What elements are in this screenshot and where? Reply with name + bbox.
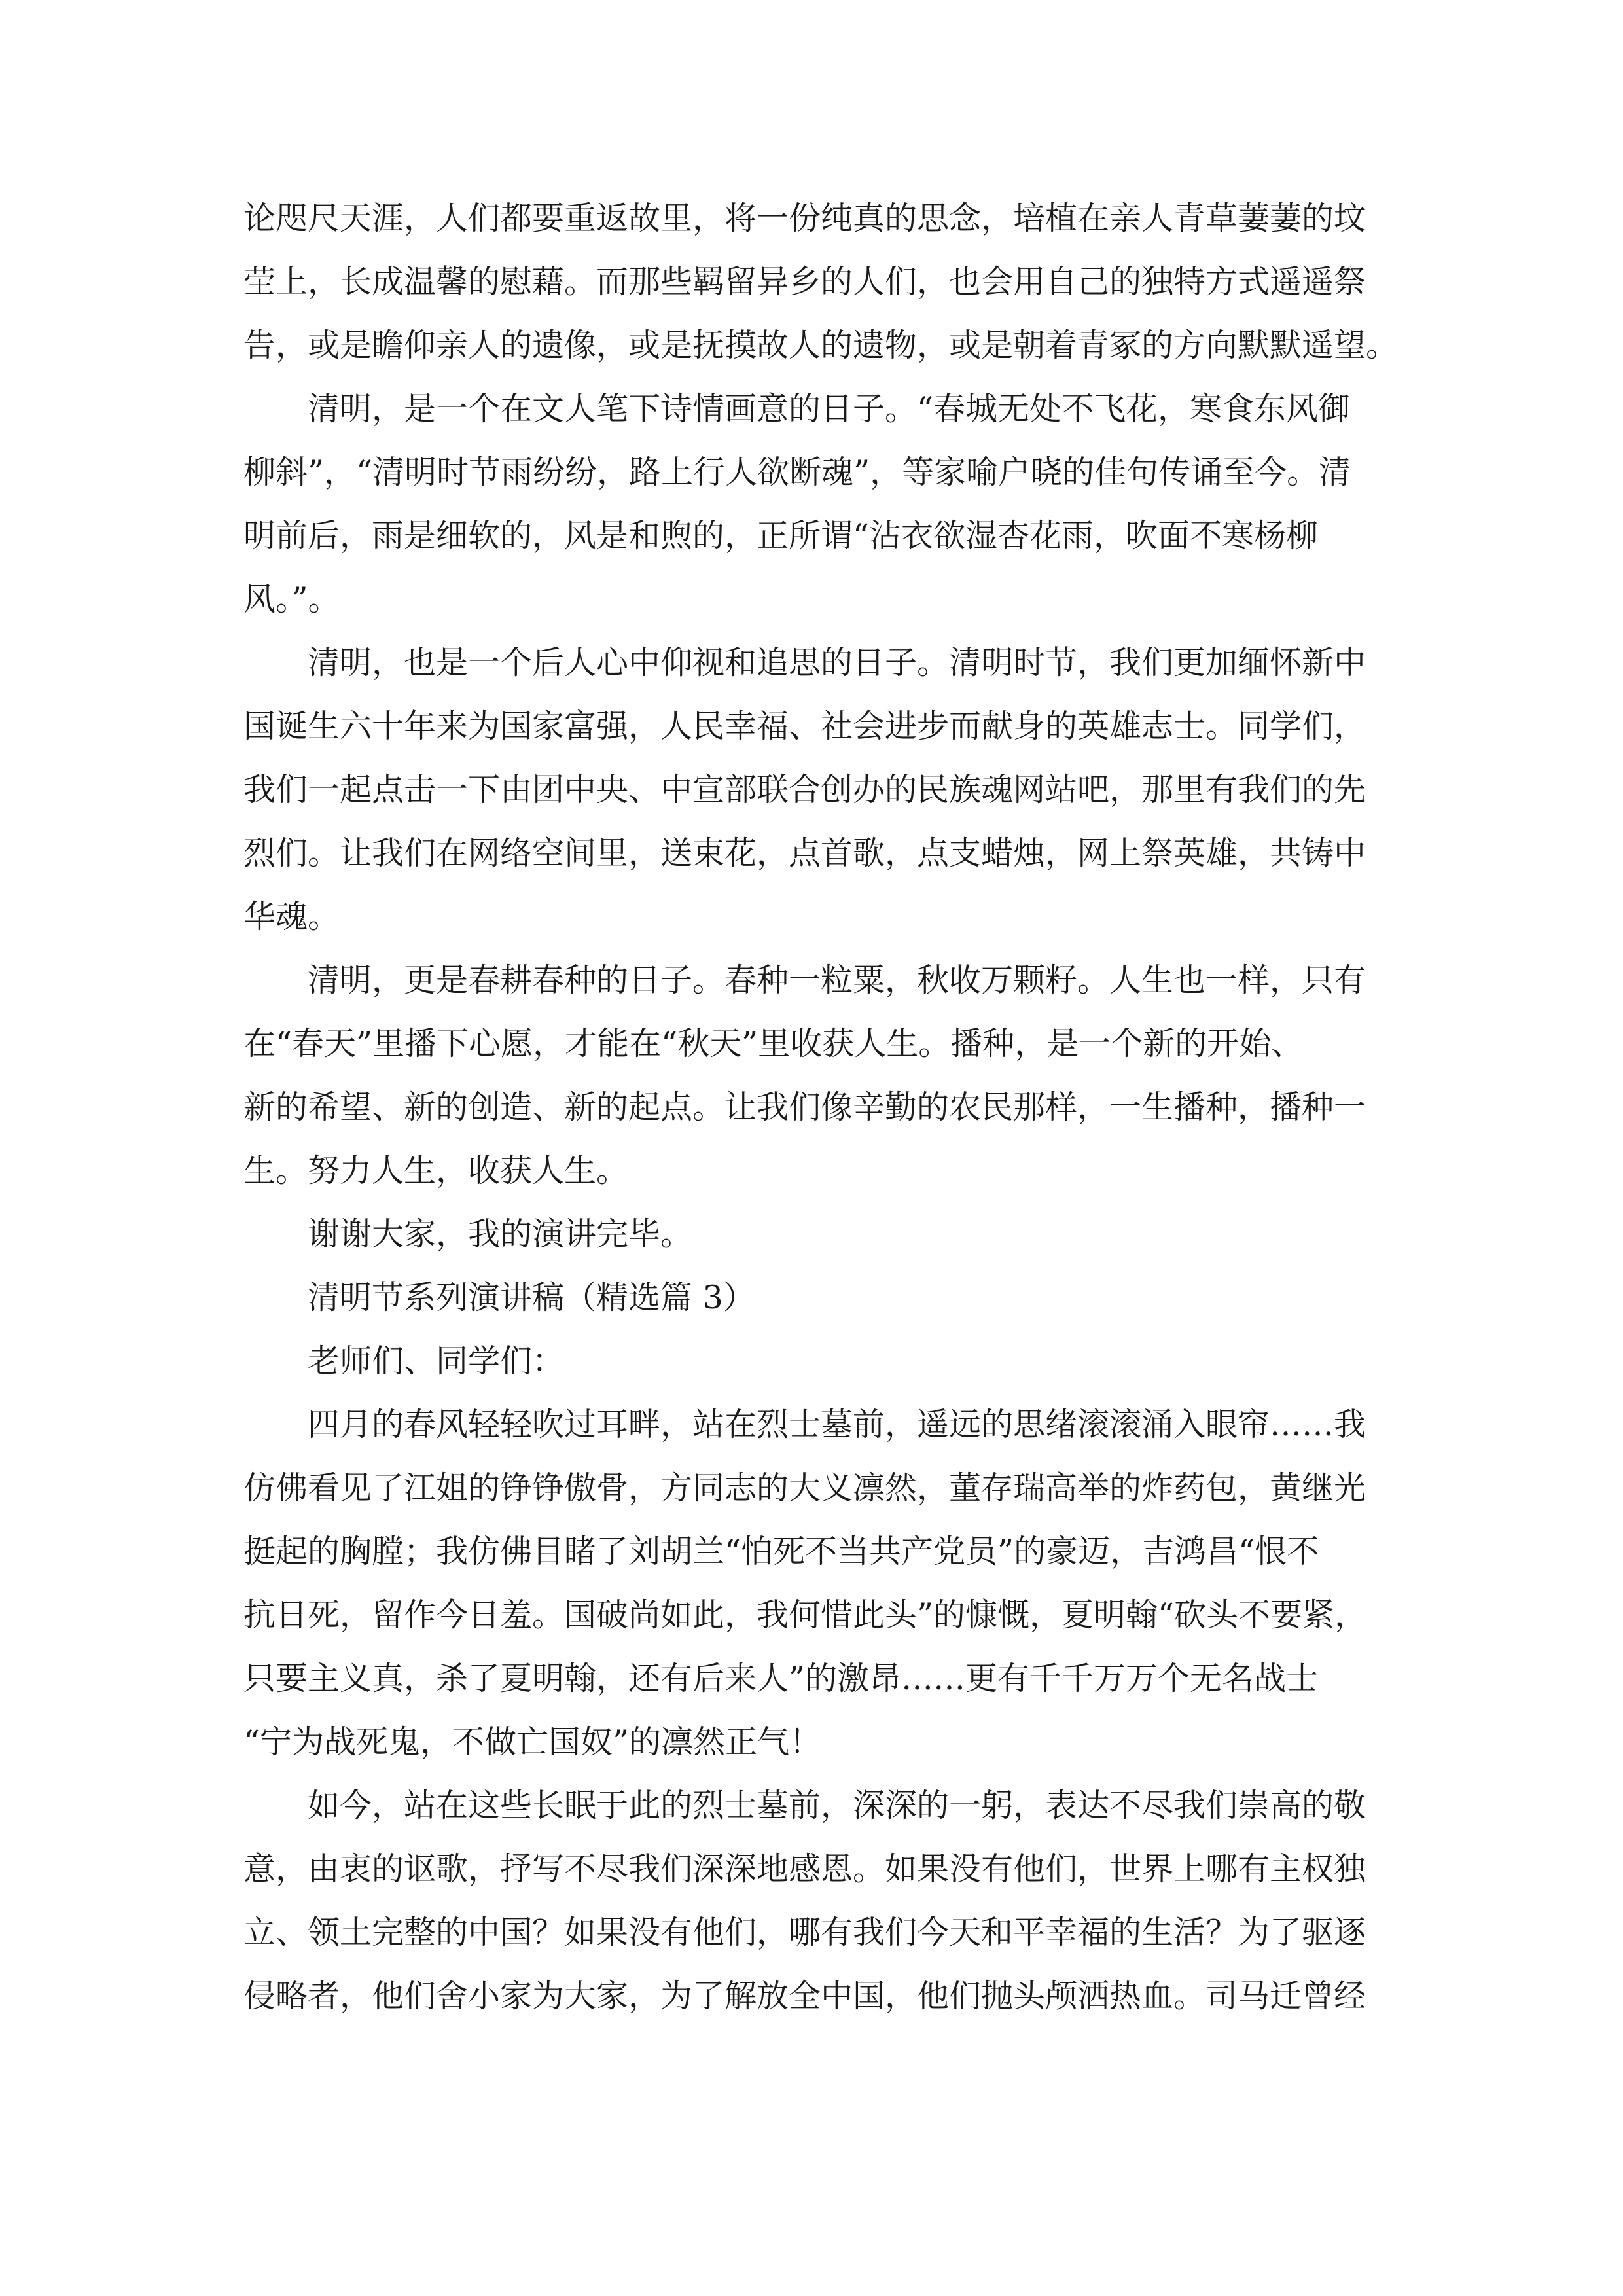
text-line: 柳斜”，“清明时节雨纷纷，路上行人欲断魂”，等家喻户晓的佳句传诵至今。清: [243, 454, 1351, 491]
text-line: 我们一起点击一下由团中央、中宣部联合创办的民族魂网站吧，那里有我们的先: [243, 771, 1366, 808]
text-line: 如今，站在这些长眠于此的烈士墓前，深深的一躬，表达不尽我们崇高的敬: [308, 1787, 1366, 1824]
text-line: 清明，是一个在文人笔下诗情画意的日子。“春城无处不飞花，寒食东风御: [308, 390, 1351, 427]
text-line: 清明，更是春耕春种的日子。春种一粒粟，秋收万颗籽。人生也一样，只有: [308, 961, 1366, 999]
text-line: 清明，也是一个后人心中仰视和追思的日子。清明时节，我们更加缅怀新中: [308, 644, 1366, 681]
text-line: 华魂。: [243, 898, 340, 935]
text-line: 告，或是瞻仰亲人的遗像，或是抚摸故人的遗物，或是朝着青冢的方向默默遥望。: [243, 327, 1399, 364]
text-line: “宁为战死鬼，不做亡国奴”的凛然正气！: [243, 1723, 822, 1761]
text-line: 侵略者，他们舍小家为大家，为了解放全中国，他们抛头颅洒热血。司马迁曾经: [243, 1977, 1366, 2015]
text-line: 明前后，雨是细软的，风是和煦的，正所谓“沾衣欲湿杏花雨，吹面不寒杨柳: [243, 517, 1319, 554]
text-line: 论咫尺天涯，人们都要重返故里，将一份纯真的思念，培植在亲人青草萋萋的坟: [243, 200, 1366, 237]
text-line: 意，由衷的讴歌，抒写不尽我们深深地感恩。如果没有他们，世界上哪有主权独: [243, 1850, 1366, 1888]
text-line: 立、领土完整的中国？如果没有他们，哪有我们今天和平幸福的生活？为了驱逐: [243, 1914, 1366, 1951]
text-line: 抗日死，留作今日羞。国破尚如此，我何惜此头”的慷慨，夏明翰“砍头不要紧，: [243, 1596, 1367, 1634]
text-line: 在“春天”里播下心愿，才能在“秋天”里收获人生。播种，是一个新的开始、: [243, 1025, 1304, 1062]
text-line: 只要主义真，杀了夏明翰，还有后来人”的激昂……更有千千万万个无名战士: [243, 1660, 1319, 1697]
text-line: 国诞生六十年来为国家富强，人民幸福、社会进步而献身的英雄志士。同学们，: [243, 708, 1366, 745]
text-line: 仿佛看见了江姐的铮铮傲骨，方同志的大义凛然，董存瑞高举的炸药包，黄继光: [243, 1469, 1366, 1507]
text-line: 挺起的胸膛；我仿佛目睹了刘胡兰“怕死不当共产党员”的豪迈，吉鸿昌“恨不: [243, 1533, 1319, 1570]
salutation: 老师们、同学们：: [308, 1342, 565, 1380]
text-line: 四月的春风轻轻吹过耳畔，站在烈士墓前，遥远的思绪滚滚涌入眼帘……我: [308, 1406, 1366, 1443]
text-line: 烈们。让我们在网络空间里，送束花，点首歌，点支蜡烛，网上祭英雄，共铸中: [243, 834, 1366, 872]
text-line: 新的希望、新的创造、新的起点。让我们像辛勤的农民那样，一生播种，播种一: [243, 1088, 1366, 1126]
text-line: 风。”。: [243, 581, 340, 618]
section-heading: 清明节系列演讲稿（精选篇 3）: [308, 1279, 755, 1316]
text-line: 谢谢大家，我的演讲完毕。: [308, 1215, 693, 1253]
text-line: 茔上，长成温馨的慰藉。而那些羁留异乡的人们，也会用自己的独特方式遥遥祭: [243, 263, 1366, 300]
text-line: 生。努力人生，收获人生。: [243, 1152, 629, 1189]
